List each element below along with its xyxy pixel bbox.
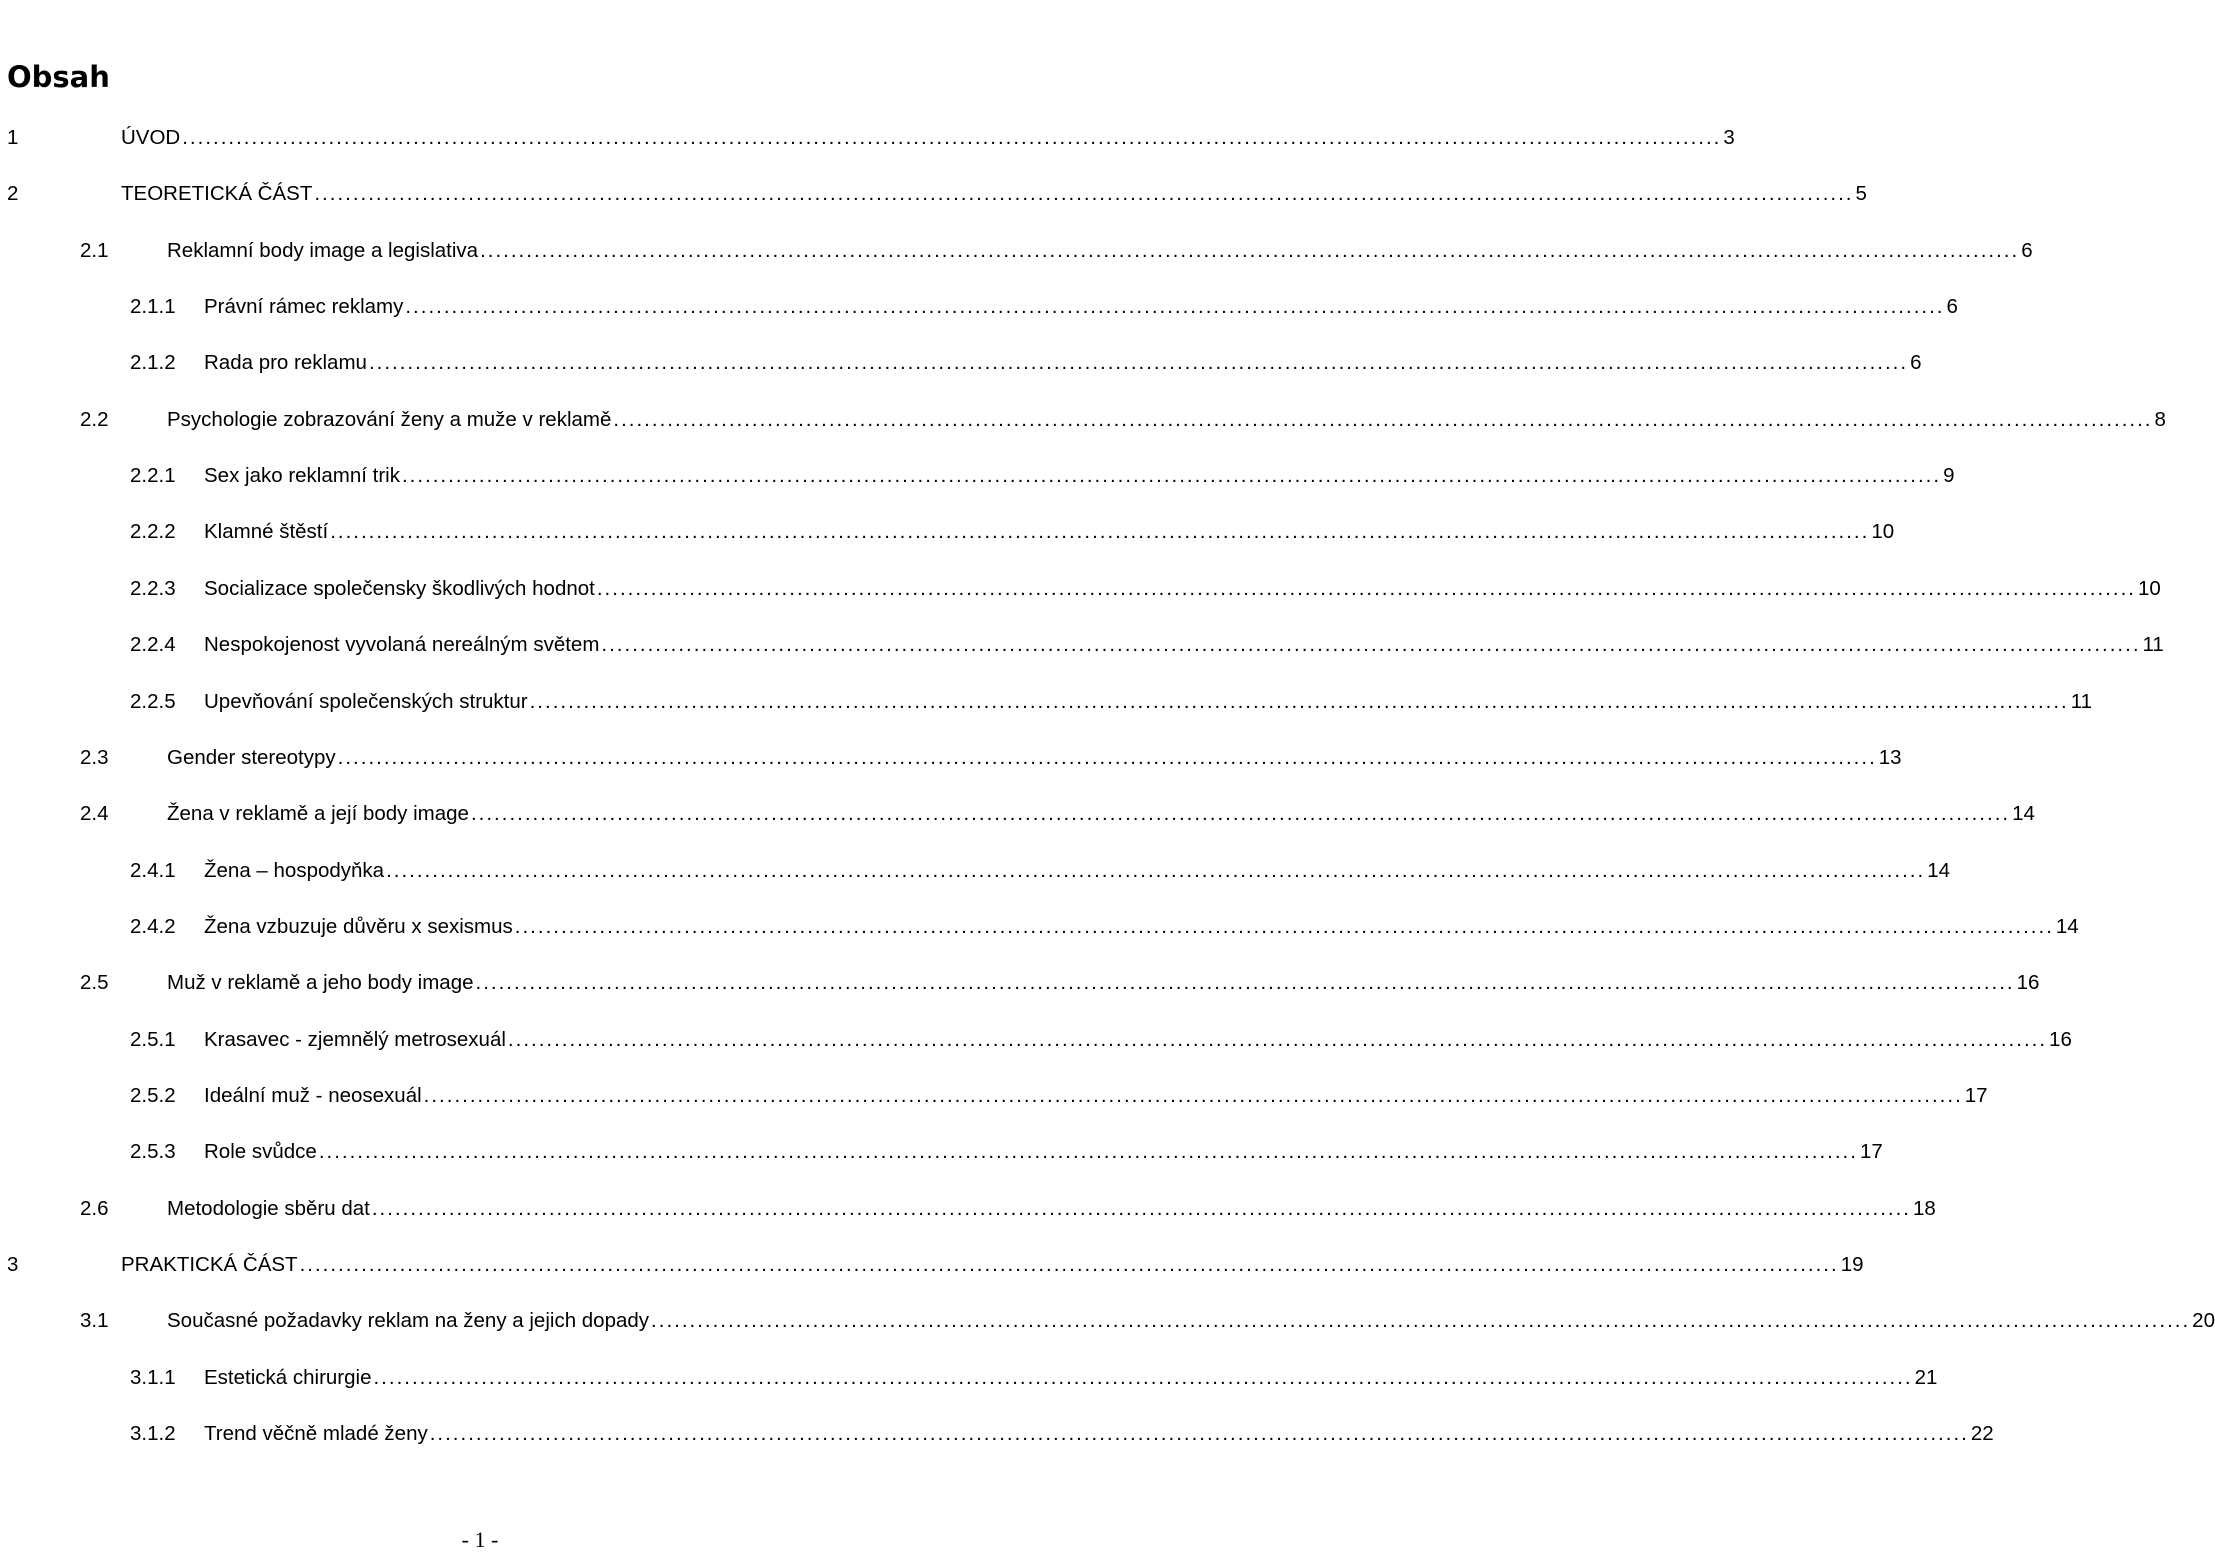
toc-entry[interactable] bbox=[0, 1406, 1994, 1462]
toc-entry[interactable] bbox=[0, 1237, 1864, 1293]
dot-leader: ........................................................................................................................................................................................................ bbox=[601, 633, 2141, 657]
toc-entry-number: 2.2 bbox=[80, 407, 109, 431]
toc-entry[interactable] bbox=[0, 843, 1951, 899]
dot-leader: ........................................................................................................................................................................................................ bbox=[613, 407, 2153, 431]
toc-entry[interactable] bbox=[0, 223, 2033, 279]
toc-entry[interactable] bbox=[0, 899, 2079, 955]
toc-entry[interactable] bbox=[0, 617, 2164, 673]
toc-entry-number: 2.5.2 bbox=[130, 1083, 176, 1107]
page-number: - 1 - bbox=[461, 1527, 499, 1552]
toc-entry[interactable] bbox=[0, 392, 2166, 448]
dot-leader: ........................................................................................................................................................................................................ bbox=[337, 745, 1877, 769]
dot-leader: ........................................................................................................................................................................................................ bbox=[475, 971, 2015, 995]
toc-entry[interactable] bbox=[0, 1350, 1938, 1406]
toc-entry-page: 14 bbox=[2055, 914, 2079, 938]
dot-leader: ........................................................................................................................................................................................................ bbox=[401, 464, 1942, 488]
toc-entry-number: 3.1.1 bbox=[130, 1365, 176, 1389]
toc-entry-number: 2.2.3 bbox=[130, 576, 176, 600]
toc-entry-number: 2.6 bbox=[80, 1196, 109, 1220]
dot-leader: ........................................................................................................................................................................................................ bbox=[507, 1027, 2048, 1051]
dot-leader: ........................................................................................................................................................................................................ bbox=[514, 914, 2054, 938]
toc-entry-title[interactable]: PRAKTICKÁ ČÁST bbox=[121, 1253, 298, 1276]
dot-leader: ........................................................................................................................................................................................................ bbox=[314, 182, 1854, 206]
toc-entry-title[interactable]: ÚVOD bbox=[121, 126, 181, 149]
toc-entry-title[interactable]: Nespokojenost vyvolaná nereálným světem bbox=[204, 633, 600, 657]
toc-entry-number: 2.3 bbox=[80, 745, 109, 769]
toc-entry-line bbox=[204, 674, 2093, 730]
toc-entry[interactable] bbox=[0, 1181, 1936, 1237]
dot-leader: ........................................................................................................................................................................................................ bbox=[368, 351, 1909, 375]
dot-leader: ........................................................................................................................................................................................................ bbox=[423, 1083, 1963, 1107]
toc-entry-page: 14 bbox=[2012, 802, 2035, 826]
toc-entry-title[interactable]: Současné požadavky reklam na ženy a jejich dopady bbox=[167, 1309, 650, 1333]
toc-entry-page: 17 bbox=[1964, 1083, 1988, 1107]
toc-entry-line bbox=[204, 1406, 1994, 1462]
toc-entry[interactable] bbox=[0, 955, 2040, 1011]
toc-entry-number: 2.4.2 bbox=[130, 914, 176, 938]
toc-entry-line bbox=[204, 335, 1922, 391]
toc-entry[interactable] bbox=[0, 561, 2161, 617]
toc-entry-page: 10 bbox=[1871, 520, 1895, 544]
toc-entry-title[interactable]: Právní rámec reklamy bbox=[204, 295, 404, 319]
toc-entry[interactable] bbox=[0, 674, 2093, 730]
toc-entry-number: 2.1 bbox=[80, 238, 109, 262]
toc-entry-title[interactable]: Gender stereotypy bbox=[167, 745, 336, 769]
toc-entry-line bbox=[204, 843, 1951, 899]
toc-entry-line bbox=[167, 786, 2035, 842]
toc-entry-number: 2.4 bbox=[80, 802, 109, 826]
toc-entry-page: 9 bbox=[1943, 464, 1955, 488]
toc-entry-page: 6 bbox=[2021, 238, 2033, 262]
toc-entry-page: 10 bbox=[2137, 576, 2161, 600]
toc-entry-title[interactable]: Estetická chirurgie bbox=[204, 1365, 372, 1389]
toc-entry-page: 16 bbox=[2016, 971, 2040, 995]
toc-entry-line bbox=[167, 1181, 1936, 1237]
dot-leader: ........................................................................................................................................................................................................ bbox=[480, 238, 2020, 262]
toc-entry-number: 2.5.1 bbox=[130, 1027, 176, 1051]
toc-entry-number: 2.2.4 bbox=[130, 633, 176, 657]
toc-entry-title[interactable]: Žena vzbuzuje důvěru x sexismus bbox=[204, 914, 513, 938]
toc-entry[interactable] bbox=[0, 279, 1958, 335]
toc-entry-line bbox=[121, 1237, 1864, 1293]
toc-entry-number: 2.2.2 bbox=[130, 520, 176, 544]
toc-entry-page: 18 bbox=[1912, 1196, 1936, 1220]
toc-entry-line bbox=[167, 730, 1902, 786]
toc-entry-line bbox=[204, 279, 1958, 335]
toc-entry-title[interactable]: Muž v reklamě a jeho body image bbox=[167, 971, 474, 995]
toc-entry-line bbox=[204, 448, 1955, 504]
toc-entry-page: 3 bbox=[1723, 126, 1735, 149]
toc-entry-line bbox=[167, 955, 2040, 1011]
dot-leader: ........................................................................................................................................................................................................ bbox=[373, 1365, 1913, 1389]
toc-entry[interactable] bbox=[0, 504, 1895, 560]
toc-entry-title[interactable]: Psychologie zobrazování ženy a muže v reklamě bbox=[167, 407, 612, 431]
toc-entry[interactable] bbox=[0, 110, 1735, 166]
dot-leader: ........................................................................................................................................................................................................ bbox=[405, 295, 1945, 319]
toc-entry-line bbox=[204, 617, 2164, 673]
toc-entry-title[interactable]: Klamné štěstí bbox=[204, 520, 329, 544]
toc-entry-title[interactable]: TEORETICKÁ ČÁST bbox=[121, 182, 313, 206]
toc-entry-title[interactable]: Krasavec - zjemnělý metrosexuál bbox=[204, 1027, 506, 1051]
toc-entry-line bbox=[204, 561, 2161, 617]
toc-entry-title[interactable]: Sex jako reklamní trik bbox=[204, 464, 400, 488]
toc-entry-title[interactable]: Socializace společensky škodlivých hodnot bbox=[204, 576, 595, 600]
toc-entry[interactable] bbox=[0, 448, 1955, 504]
toc-entry-line bbox=[167, 223, 2033, 279]
toc-entry-page: 6 bbox=[1946, 295, 1958, 319]
toc-entry-page: 11 bbox=[2070, 689, 2093, 713]
toc-entry-title[interactable]: Reklamní body image a legislativa bbox=[167, 238, 479, 262]
toc-entry-number: 2.1.1 bbox=[130, 295, 176, 319]
dot-leader: ........................................................................................................................................................................................................ bbox=[386, 858, 1926, 882]
toc-entry-number: 2.1.2 bbox=[130, 351, 176, 375]
toc-entry[interactable] bbox=[0, 1124, 1883, 1180]
toc-entry-page: 5 bbox=[1855, 182, 1867, 206]
toc-entry[interactable] bbox=[0, 730, 1902, 786]
toc-entry-number: 3 bbox=[7, 1253, 19, 1276]
toc-entry-line bbox=[204, 1012, 2072, 1068]
toc-entry[interactable] bbox=[0, 786, 2035, 842]
toc-entry-page: 19 bbox=[1840, 1253, 1864, 1276]
toc-entry-line bbox=[167, 1293, 2215, 1349]
dot-leader: ........................................................................................................................................................................................................ bbox=[371, 1196, 1911, 1220]
toc-entry-page: 6 bbox=[1910, 351, 1922, 375]
toc-entry-page: 22 bbox=[1970, 1422, 1994, 1446]
toc-entry-page: 13 bbox=[1878, 745, 1902, 769]
toc-entry-title[interactable]: Žena – hospodyňka bbox=[204, 858, 385, 882]
toc-entry-line bbox=[204, 1124, 1883, 1180]
dot-leader: ........................................................................................................................................................................................................ bbox=[596, 576, 2136, 600]
toc-entry-title[interactable]: Metodologie sběru dat bbox=[167, 1196, 370, 1220]
toc-entry-number: 2.2.1 bbox=[130, 464, 176, 488]
toc-entry-number: 2.5 bbox=[80, 971, 109, 995]
dot-leader: ........................................................................................................................................................................................................ bbox=[330, 520, 1870, 544]
toc-entry[interactable] bbox=[0, 335, 1922, 391]
toc-entry[interactable] bbox=[0, 166, 1867, 222]
toc-entry-number: 3.1 bbox=[80, 1309, 109, 1333]
toc-entry-title[interactable]: Role svůdce bbox=[204, 1140, 317, 1164]
toc-entry-number: 2 bbox=[7, 182, 19, 206]
toc-entry[interactable] bbox=[0, 1068, 1988, 1124]
toc-entry-page: 11 bbox=[2142, 633, 2164, 657]
toc-entry-line bbox=[204, 1068, 1988, 1124]
dot-leader: ........................................................................................................................................................................................................ bbox=[318, 1140, 1858, 1164]
toc-entry-line bbox=[204, 504, 1895, 560]
toc-entry-line bbox=[121, 166, 1867, 222]
toc-entry-number: 2.5.3 bbox=[130, 1140, 176, 1164]
toc-entry-number: 3.1.2 bbox=[130, 1422, 176, 1446]
dot-leader: ........................................................................................................................................................................................................ bbox=[429, 1422, 1969, 1446]
dot-leader: ........................................................................................................................................................................................................ bbox=[651, 1309, 2191, 1333]
toc-entry-line bbox=[121, 110, 1735, 166]
dot-leader: ........................................................................................................................................................................................................ bbox=[470, 802, 2011, 826]
toc-entry-title[interactable]: Trend věčně mladé ženy bbox=[204, 1422, 428, 1446]
toc-entry-page: 21 bbox=[1914, 1365, 1938, 1389]
toc-entry-title[interactable]: Žena v reklamě a její body image bbox=[167, 802, 469, 826]
toc-entry[interactable] bbox=[0, 1012, 2072, 1068]
page-title: Obsah bbox=[7, 60, 110, 94]
toc-entry-title[interactable]: Upevňování společenských struktur bbox=[204, 689, 528, 713]
toc-entry-page: 14 bbox=[1927, 858, 1951, 882]
toc-entry-number: 1 bbox=[7, 126, 19, 149]
toc-entry-number: 2.4.1 bbox=[130, 858, 176, 882]
toc-entry-page: 16 bbox=[2049, 1027, 2072, 1051]
toc-entry-title[interactable]: Rada pro reklamu bbox=[204, 351, 367, 375]
toc-entry-number: 2.2.5 bbox=[130, 689, 176, 713]
toc-entry[interactable] bbox=[0, 1293, 2215, 1349]
dot-leader: ........................................................................................................................................................................................................ bbox=[529, 689, 2069, 713]
dot-leader: ........................................................................................................................................................................................................ bbox=[182, 126, 1722, 149]
toc-entry-line bbox=[204, 1350, 1938, 1406]
toc-entry-line bbox=[204, 899, 2079, 955]
toc-entry-line bbox=[167, 392, 2166, 448]
toc-entry-page: 17 bbox=[1859, 1140, 1883, 1164]
toc-entry-title[interactable]: Ideální muž - neosexuál bbox=[204, 1083, 422, 1107]
toc-entry-page: 8 bbox=[2154, 407, 2166, 431]
dot-leader: ........................................................................................................................................................................................................ bbox=[299, 1253, 1839, 1276]
toc-entry-page: 20 bbox=[2192, 1309, 2215, 1333]
